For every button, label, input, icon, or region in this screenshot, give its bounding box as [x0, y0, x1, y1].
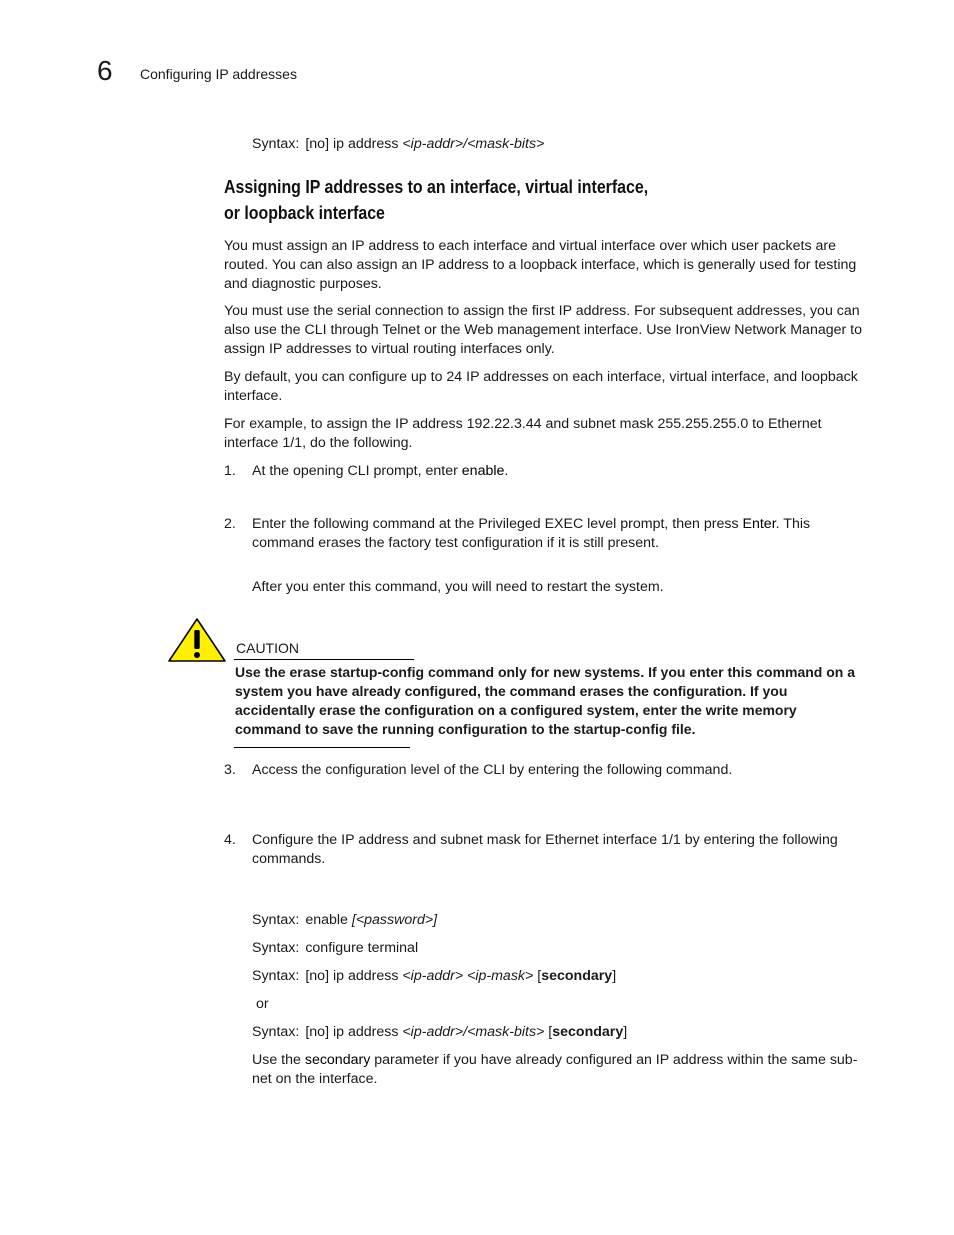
keyword-enable: enable — [461, 463, 505, 479]
bracket-open: [ — [305, 136, 310, 152]
caution-rule-bottom — [234, 747, 410, 748]
step-text: Enter the following command at the Privileged EXEC level prompt, then press Enter. This command erases the factory test configuration if it is still present. — [252, 516, 811, 551]
heading-line-2: or loopback interface — [224, 202, 385, 223]
step-1 — [224, 462, 874, 482]
keyword-secondary: secondary — [552, 1024, 624, 1040]
step-3 — [224, 761, 874, 781]
syntax-or: or — [256, 996, 269, 1012]
chapter-number: 6 — [97, 55, 113, 86]
step-number: 3. — [224, 762, 236, 778]
syntax-args: <ip-addr> <ip-mask> — [402, 968, 534, 984]
syntax-label: Syntax: — [252, 1024, 300, 1040]
step-2 — [224, 515, 874, 555]
syntax-configure — [252, 939, 418, 958]
syntax-mask-bits: Syntax: [no] ip address <ip-addr>/<mask-bits> [secondary] — [252, 1024, 628, 1040]
keyword-ip-address: ip address — [332, 1024, 399, 1040]
section-heading — [224, 174, 843, 226]
step-text: At the opening CLI prompt, enter enable. — [252, 463, 509, 479]
step-number: 2. — [224, 516, 236, 532]
keyword-no: no — [309, 136, 326, 152]
keyword-no: no — [309, 1024, 326, 1040]
closing-paragraph: Use the secondary parameter if you have already configured an IP address within the same sub-net on the interface. — [252, 1052, 858, 1087]
step-number: 4. — [224, 832, 236, 848]
bracket-close: ] — [325, 136, 330, 152]
syntax-args: <ip-addr>/<mask-bits> — [402, 1024, 545, 1040]
warning-icon — [167, 617, 227, 669]
caution-body: Use the erase startup-config command only for new systems. If you enter this command on a system you have already configured, the command erases the configuration. If you accidentally erase the configuration on a configured system, enter the write memory command to save the running configuration to the startup-config file. — [235, 664, 856, 737]
step-text: Access the configuration level of the CLI by entering the following command. — [252, 762, 733, 778]
caution-title: CAUTION — [236, 640, 299, 656]
syntax-label: Syntax: — [252, 968, 300, 984]
keyword-secondary: secondary — [304, 1052, 371, 1068]
keyword-ip-address: ip address — [332, 136, 399, 152]
syntax-line-top — [252, 135, 544, 154]
caution-rule-top — [234, 659, 414, 660]
paragraph-2: You must use the serial connection to assign the first IP address. For subsequent addresses, you can also use the CLI through Telnet or the Web management interface. Use IronView Network Manager to assign IP addresses to virtual routing interfaces only. — [224, 303, 862, 357]
syntax-args: <ip-addr>/<mask-bits> — [402, 136, 545, 152]
running-title: Configuring IP addresses — [140, 66, 297, 82]
syntax-args: [<password>] — [351, 912, 438, 928]
step-2-followup: After you enter this command, you will need to restart the system. — [252, 579, 664, 595]
heading-line-1: Assigning IP addresses to an interface, virtual interface, — [224, 176, 649, 197]
syntax-label: Syntax: — [252, 136, 300, 152]
syntax-ip-mask: Syntax: [no] ip address <ip-addr> <ip-mask> [secondary] — [252, 968, 617, 984]
syntax-label: Syntax: — [252, 912, 300, 928]
step-number: 1. — [224, 463, 236, 479]
paragraph-1: You must assign an IP address to each interface and virtual interface over which user packets are routed. You can also assign an IP address to a loopback interface, which is generally used for testing and diagnostic purposes. — [224, 238, 857, 292]
keyword-configure-terminal: configure terminal — [305, 940, 419, 956]
keyword-ip-address: ip address — [332, 968, 399, 984]
paragraph-3: By default, you can configure up to 24 IP addresses on each interface, virtual interface, and loopback interface. — [224, 369, 858, 404]
syntax-label: Syntax: — [252, 940, 300, 956]
step-4 — [224, 831, 874, 871]
syntax-enable — [252, 911, 437, 930]
paragraph-4: For example, to assign the IP address 192.22.3.44 and subnet mask 255.255.255.0 to Ethernet interface 1/1, do the following. — [224, 416, 822, 451]
step-text: Configure the IP address and subnet mask for Ethernet interface 1/1 by entering the following commands. — [252, 832, 838, 867]
keyword-enable: enable — [305, 912, 348, 928]
keyword-no: no — [309, 968, 326, 984]
keyword-enter: Enter — [742, 516, 776, 532]
keyword-secondary: secondary — [541, 968, 613, 984]
